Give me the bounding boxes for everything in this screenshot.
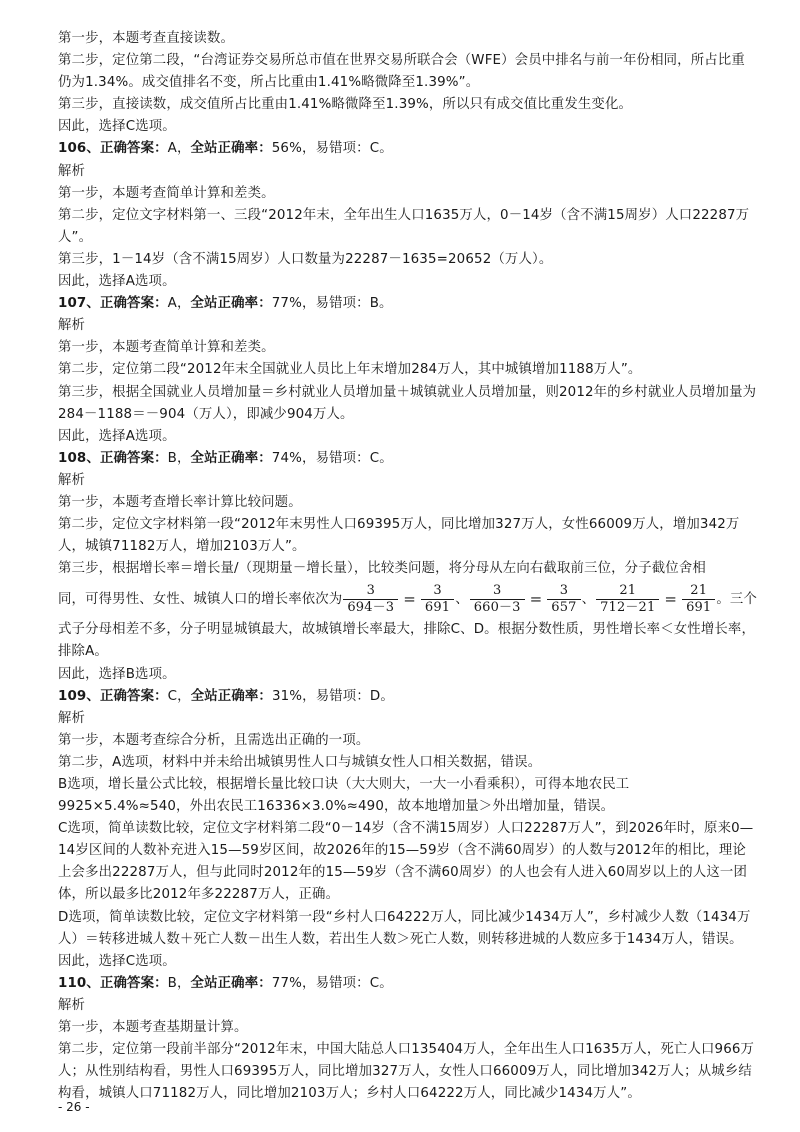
q109-answer-label: 正确答案： — [99, 688, 168, 704]
separator: 、 — [581, 592, 596, 608]
q106-rate: 56%， — [271, 141, 316, 157]
q105-step1: 第一步，本题考查直接读数。 — [58, 31, 235, 46]
q108-rate: 74%， — [271, 450, 316, 466]
q110-header — [58, 973, 758, 995]
q108-header — [58, 448, 758, 470]
q108-answer-label: 正确答案： — [99, 450, 168, 466]
q107-answer-label: 正确答案： — [99, 296, 168, 312]
q109-step1: 第一步，本题考查综合分析，且需选出正确的一项。 — [58, 732, 370, 748]
q106-header — [58, 138, 758, 160]
fraction-denominator: 694－3 — [343, 599, 398, 616]
q108-step1: 第一步，本题考查增长率计算比较问题。 — [58, 494, 302, 510]
q106-answer-label: 正确答案： — [99, 141, 168, 157]
q108-fraction-line — [58, 580, 758, 619]
fraction-numerator: 3 — [366, 582, 375, 598]
fraction-denominator: 691 — [421, 599, 454, 616]
q110-rate: 77%， — [271, 975, 316, 991]
fraction-denominator: 691 — [682, 599, 715, 616]
q107-rate: 77%， — [271, 296, 316, 312]
q108-number: 108、 — [58, 450, 100, 466]
fraction-numerator: 21 — [619, 582, 637, 598]
q107-step1: 第一步，本题考查简单计算和差类。 — [58, 340, 275, 356]
page-number: - 26 - — [58, 1100, 90, 1114]
q109-rate: 31%， — [271, 688, 316, 704]
q108-answer: B， — [167, 450, 191, 466]
q110-answer-label: 正确答案： — [99, 975, 168, 991]
q110-jiexi: 解析 — [58, 997, 86, 1013]
q105-step3: 第三步，直接读数，成交值所占比重由1.41%略微降至1.39%，所以只有成交值比重发生变化。 — [58, 97, 633, 113]
q108-conclusion: 因此，选择B选项。 — [58, 666, 176, 682]
q108-step3-cont: 式子分母相差不多，分子明显城镇最大，故城镇增长率最大，排除C、D。根据分数性质，男性增长率＜女性增长率，排除A。 — [58, 622, 755, 660]
q106-step2: 第二步，定位文字材料第一、三段“2012年末，全年出生人口1635万人，0－14岁（含不满15周岁）人口22287万人”。 — [58, 207, 750, 245]
q106-step1: 第一步，本题考查简单计算和差类。 — [58, 185, 275, 201]
fraction-numerator: 3 — [559, 582, 569, 598]
q106-rate-label: 全站正确率： — [190, 141, 272, 157]
q109-option-d: D选项，简单读数比较，定位文字材料第一段“乡村人口64222万人，同比减少1434万人”，乡村减少人数（1434万人）＝转移进城人数＋死亡人数－出生人数，若出生人数＞死亡人数，则转移进城的人数应多于1434万人，错误。 — [58, 909, 751, 947]
q110-step1: 第一步，本题考查基期量计算。 — [58, 1020, 248, 1036]
q110-easy-wrong: 易错项：C。 — [315, 975, 393, 991]
document-body — [58, 28, 758, 1105]
q109-number: 109、 — [58, 688, 100, 704]
q107-step2: 第二步，定位第二段“2012年末全国就业人员比上年末增加284万人，其中城镇增加1188万人”。 — [58, 362, 642, 378]
fraction-numerator: 21 — [690, 582, 708, 598]
fraction-male-simplified — [421, 583, 454, 616]
fraction-numerator: 3 — [492, 582, 502, 598]
q110-answer: B， — [167, 975, 191, 991]
q110-step2: 第二步，定位第一段前半部分“2012年末，中国大陆总人口135404万人，全年出生人口1635万人，死亡人口966万人；从性别结构看，男性人口69395万人，同比增加327万人，女性人口66009万人，同比增加342万人；从城乡结构看，城镇人口71182万人，同比增加2103万人；乡村人口64222万人，同比减少1434万人”。 — [58, 1042, 755, 1102]
equals-sign: = — [664, 590, 678, 609]
fraction-urban-simplified — [682, 583, 715, 616]
fraction-female-original — [470, 583, 525, 616]
fraction-female-simplified — [547, 583, 580, 616]
q110-number: 110、 — [58, 975, 100, 991]
q107-conclusion: 因此，选择A选项。 — [58, 428, 176, 444]
q106-number: 106、 — [58, 141, 100, 157]
q109-answer: C， — [167, 688, 191, 704]
q109-rate-label: 全站正确率： — [190, 688, 272, 704]
fraction-male-original — [343, 583, 398, 616]
q108-rate-label: 全站正确率： — [190, 450, 272, 466]
q106-answer: A， — [167, 141, 191, 157]
q106-easy-wrong: 易错项：C。 — [315, 141, 393, 157]
q106-conclusion: 因此，选择A选项。 — [58, 274, 176, 290]
q105-step2: 第二步，定位第二段，“台湾证券交易所总市值在世界交易所联合会（WFE）会员中排名与前一年份相同，所占比重仍为1.34%。成交值排名不变，所占比重由1.41%略微降至1.39%”。 — [58, 53, 745, 91]
q108-fraction-intro: 同，可得男性、女性、城镇人口的增长率依次为 — [58, 592, 343, 608]
q107-easy-wrong: 易错项：B。 — [315, 296, 393, 312]
q106-jiexi: 解析 — [58, 163, 86, 179]
fraction-urban-original — [596, 583, 659, 616]
q107-rate-label: 全站正确率： — [190, 296, 272, 312]
q108-fraction-tail: 。三个 — [716, 592, 757, 608]
q107-jiexi: 解析 — [58, 318, 86, 334]
q108-jiexi: 解析 — [58, 472, 86, 488]
fraction-denominator: 657 — [547, 599, 580, 616]
q107-header — [58, 293, 758, 315]
equals-sign: = — [403, 590, 416, 609]
q108-step3: 第三步，根据增长率＝增长量/（现期量－增长量），比较类问题，将分母从左向右截取前三位，分子截位舍相 — [58, 561, 706, 577]
q109-option-c: C选项，简单读数比较，定位文字材料第二段“0－14岁（含不满15周岁）人口22287万人”，到2026年时，原来0—14岁区间的人数补充进入15—59岁区间，故2026年的15—59岁（含不满60周岁）的人数与2012年的相比，理论上会多出22287万人，但与此同时2012年的15—59岁（含不满60周岁）的人也会有人进入60周岁以上的人这一团体，所以最多比2012年多22287万人，正确。 — [58, 821, 754, 903]
q108-easy-wrong: 易错项：C。 — [315, 450, 393, 466]
q109-option-b: B选项，增长量公式比较，根据增长量比较口诀（大大则大，一大一小看乘积），可得本地农民工9925×5.4%≈540，外出农民工16336×3.0%≈490，故本地增加量＞外出增加量，错误。 — [58, 777, 630, 815]
q109-jiexi: 解析 — [58, 710, 86, 726]
fraction-denominator: 660－3 — [470, 599, 525, 616]
q106-step3: 第三步，1－14岁（含不满15周岁）人口数量为22287－1635=20652（万人）。 — [58, 251, 553, 267]
q109-header — [58, 686, 758, 708]
q107-step3: 第三步，根据全国就业人员增加量＝乡村就业人员增加量＋城镇就业人员增加量，则2012年的乡村就业人员增加量为284－1188＝－904（万人），即减少904万人。 — [58, 384, 757, 422]
fraction-denominator: 712－21 — [596, 599, 659, 616]
q107-answer: A， — [167, 296, 191, 312]
q107-number: 107、 — [58, 296, 100, 312]
q109-conclusion: 因此，选择C选项。 — [58, 953, 176, 969]
q105-conclusion: 因此，选择C选项。 — [58, 119, 176, 135]
equals-sign: = — [529, 590, 543, 609]
q109-easy-wrong: 易错项：D。 — [315, 688, 394, 704]
q108-step2: 第二步，定位文字材料第一段“2012年末男性人口69395万人，同比增加327万人，女性66009万人，增加342万人，城镇71182万人，增加2103万人”。 — [58, 517, 740, 555]
separator: 、 — [455, 592, 469, 608]
fraction-numerator: 3 — [433, 582, 442, 598]
q110-rate-label: 全站正确率： — [190, 975, 272, 991]
q109-option-a: 第二步，A选项，材料中并未给出城镇男性人口与城镇女性人口相关数据，错误。 — [58, 754, 542, 770]
